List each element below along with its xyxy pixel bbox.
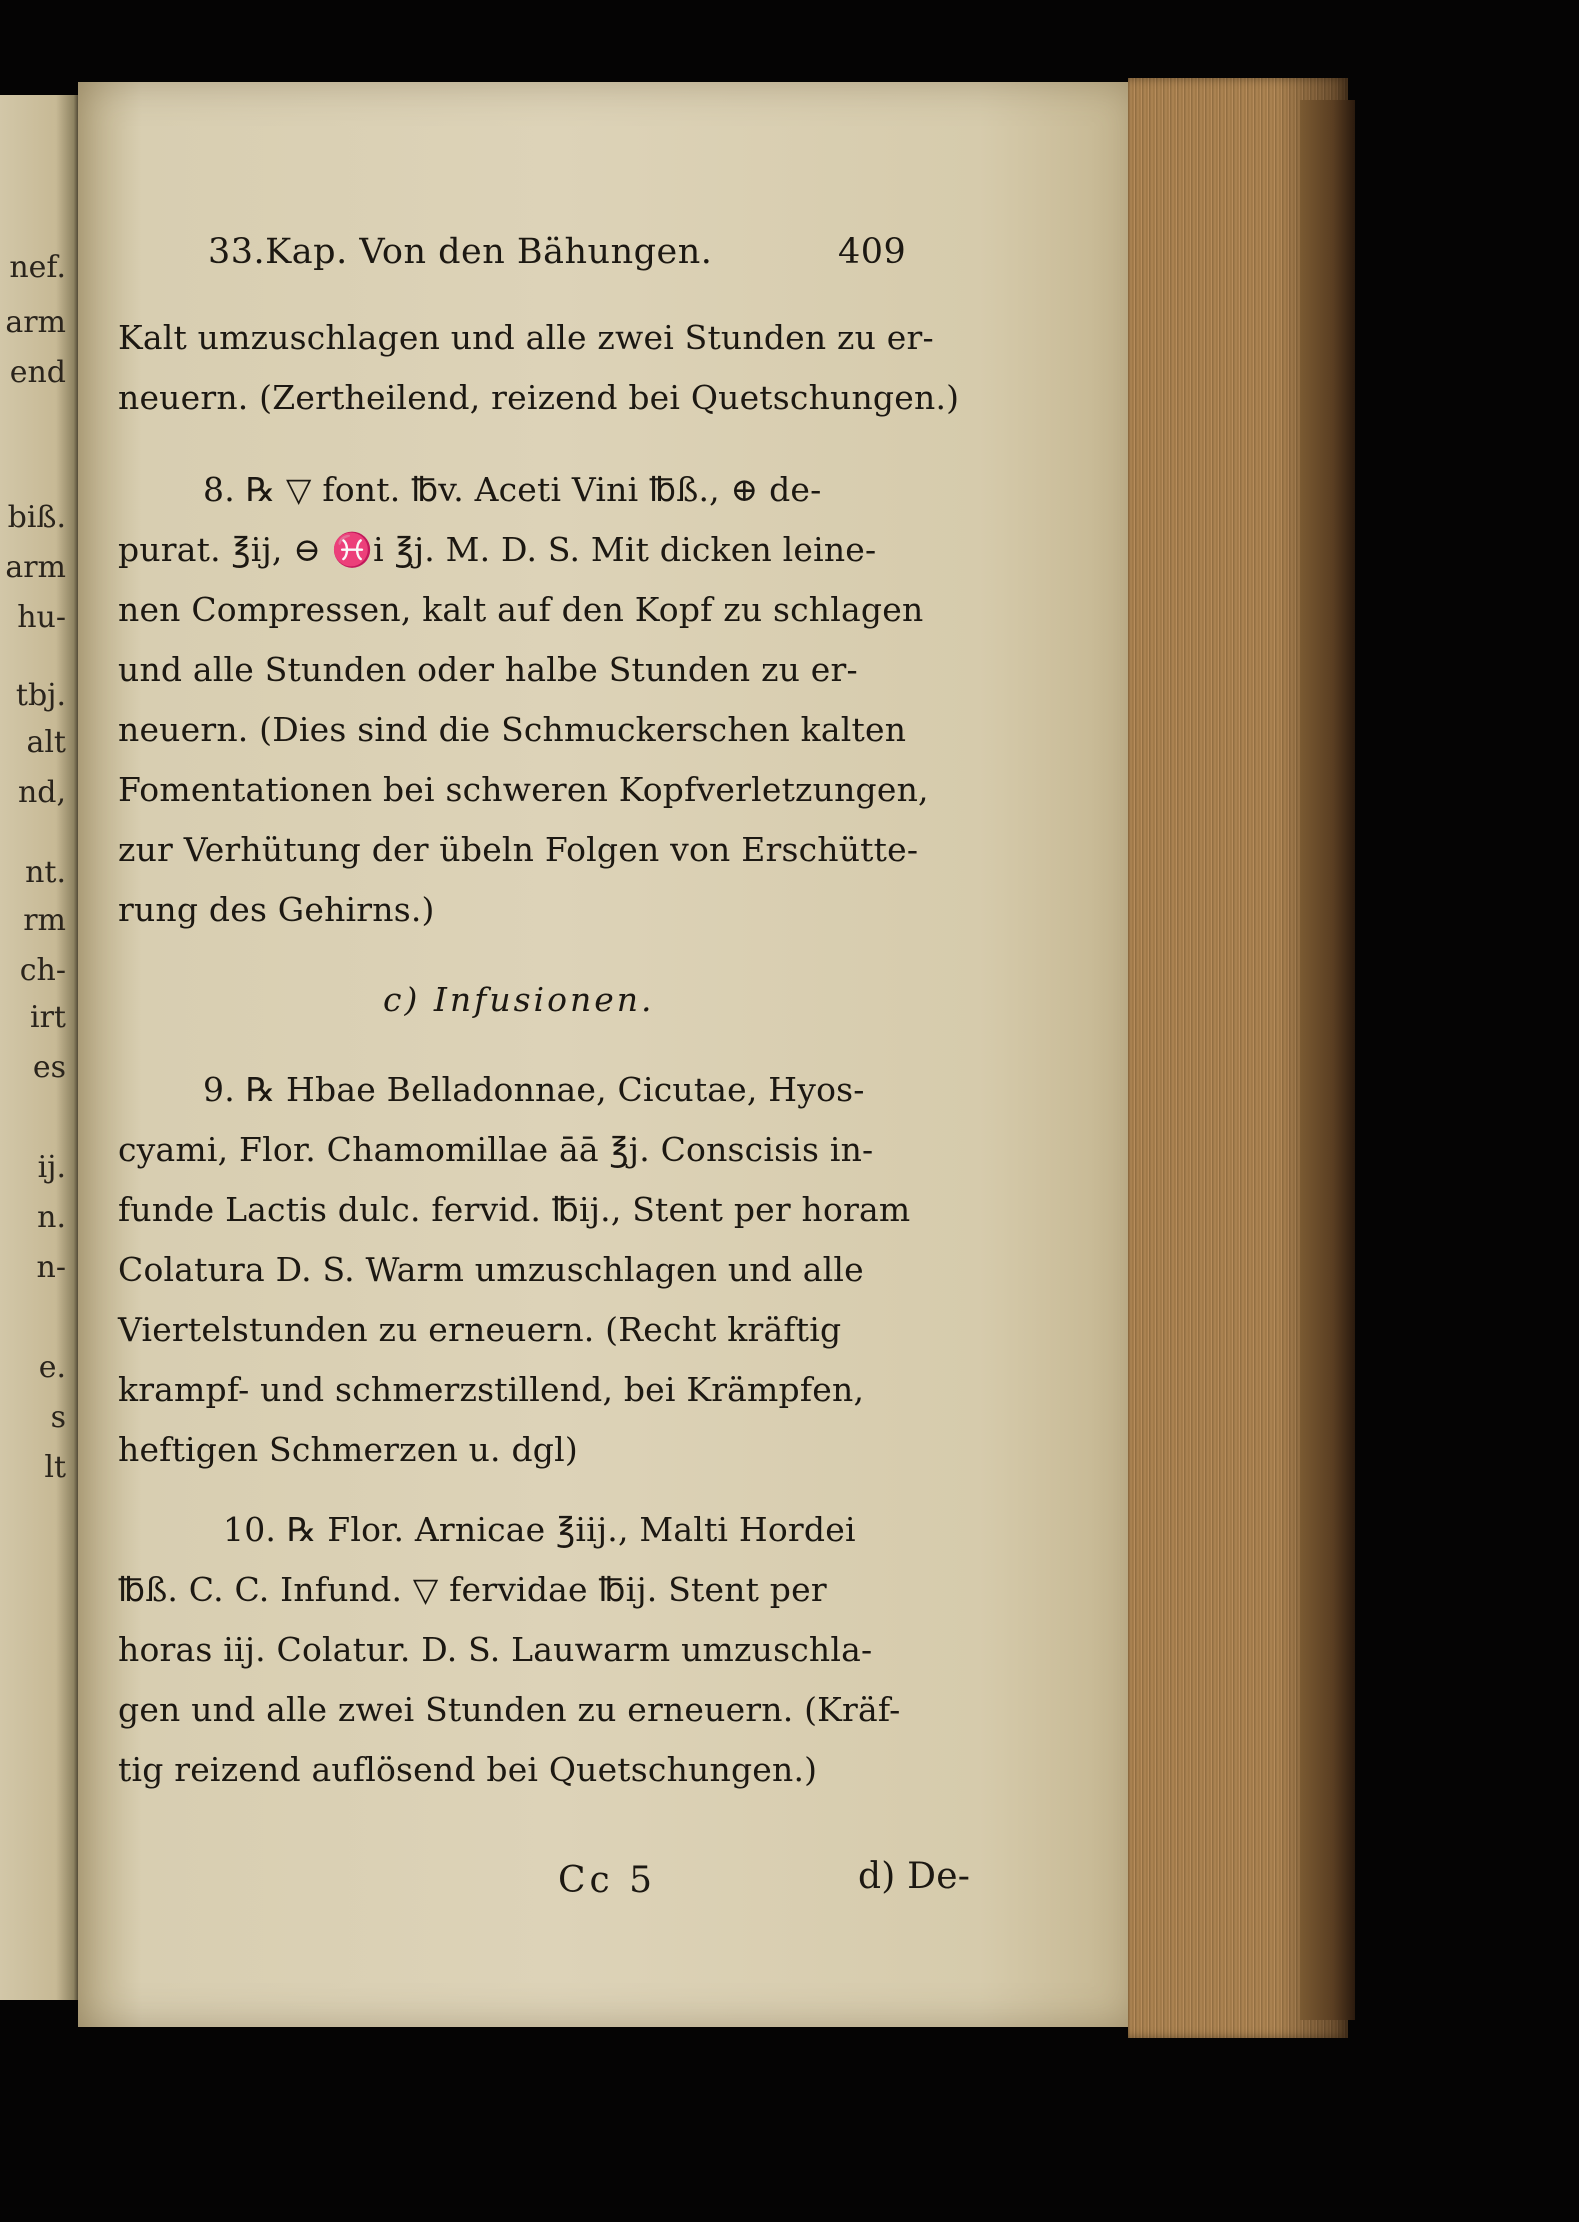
text-line: nen Compressen, kalt auf den Kopf zu schlagen (118, 590, 924, 629)
margin-fragment: s (50, 1400, 66, 1435)
margin-fragment: ij. (37, 1150, 66, 1185)
margin-fragment: tbj. (15, 678, 66, 713)
text-line: und alle Stunden oder halbe Stunden zu er- (118, 650, 858, 689)
text-line: heftigen Schmerzen u. dgl) (118, 1430, 578, 1469)
text-line: cyami, Flor. Chamomillae āā ℥j. Conscisis in- (118, 1130, 874, 1169)
margin-fragment: rm (23, 903, 66, 938)
text-line: krampf- und schmerzstillend, bei Krämpfen, (118, 1370, 865, 1409)
margin-fragment: irt (30, 1000, 66, 1035)
margin-fragment: n- (36, 1250, 66, 1285)
margin-fragment: ch- (19, 953, 66, 988)
text-line: horas iij. Colatur. D. S. Lauwarm umzuschla- (118, 1630, 873, 1669)
book-cover-edge (1300, 100, 1355, 2020)
margin-fragment: biß. (7, 500, 66, 535)
page-number: 409 (838, 232, 907, 272)
margin-fragment: arm (5, 550, 66, 585)
text-line: funde Lactis dulc. fervid. ℔ij., Stent per horam (118, 1190, 911, 1229)
text-line: 10. ℞ Flor. Arnicae ℥iij., Malti Hordei (223, 1510, 856, 1549)
text-line: Fomentationen bei schweren Kopfverletzungen, (118, 770, 929, 809)
text-line: rung des Gehirns.) (118, 890, 435, 929)
section-heading: c) Infusionen. (383, 980, 655, 1019)
margin-fragment: e. (38, 1350, 66, 1385)
margin-fragment: end (9, 355, 66, 390)
margin-fragment: nef. (9, 250, 66, 285)
printer-signature: Cc 5 (558, 1860, 657, 1901)
text-line: Viertelstunden zu erneuern. (Recht kräftig (118, 1310, 842, 1349)
text-line: 8. ℞ ▽ font. ℔v. Aceti Vini ℔ß., ⊕ de- (203, 470, 822, 509)
text-line: neuern. (Dies sind die Schmuckerschen kalten (118, 710, 907, 749)
text-line: 9. ℞ Hbae Belladonnae, Cicutae, Hyos- (203, 1070, 865, 1109)
text-line: zur Verhütung der übeln Folgen von Erschütte- (118, 830, 919, 869)
book-page (78, 82, 1138, 2027)
text-line: Kalt umzuschlagen und alle zwei Stunden zu er- (118, 318, 934, 357)
margin-fragment: hu- (17, 600, 66, 635)
margin-fragment: lt (44, 1450, 66, 1485)
margin-fragment: alt (26, 725, 66, 760)
running-title: 33.Kap. Von den Bähungen. (208, 232, 713, 272)
text-line: tig reizend auflösend bei Quetschungen.) (118, 1750, 818, 1789)
margin-fragment: nd, (17, 775, 66, 810)
text-line: ℔ß. C. C. Infund. ▽ fervidae ℔ij. Stent per (118, 1570, 827, 1609)
text-line: purat. ℥ij, ⊖ ♓i ℥j. M. D. S. Mit dicken leine- (118, 530, 877, 569)
margin-fragment: nt. (25, 855, 66, 890)
text-line: gen und alle zwei Stunden zu erneuern. (Kräf- (118, 1690, 901, 1729)
facing-page-edge (0, 95, 80, 2000)
catchword: d) De- (858, 1856, 971, 1897)
text-line: neuern. (Zertheilend, reizend bei Quetschungen.) (118, 378, 960, 417)
text-line: Colatura D. S. Warm umzuschlagen und alle (118, 1250, 864, 1289)
margin-fragment: es (32, 1050, 66, 1085)
margin-fragment: arm (5, 305, 66, 340)
margin-fragment: n. (37, 1200, 66, 1235)
